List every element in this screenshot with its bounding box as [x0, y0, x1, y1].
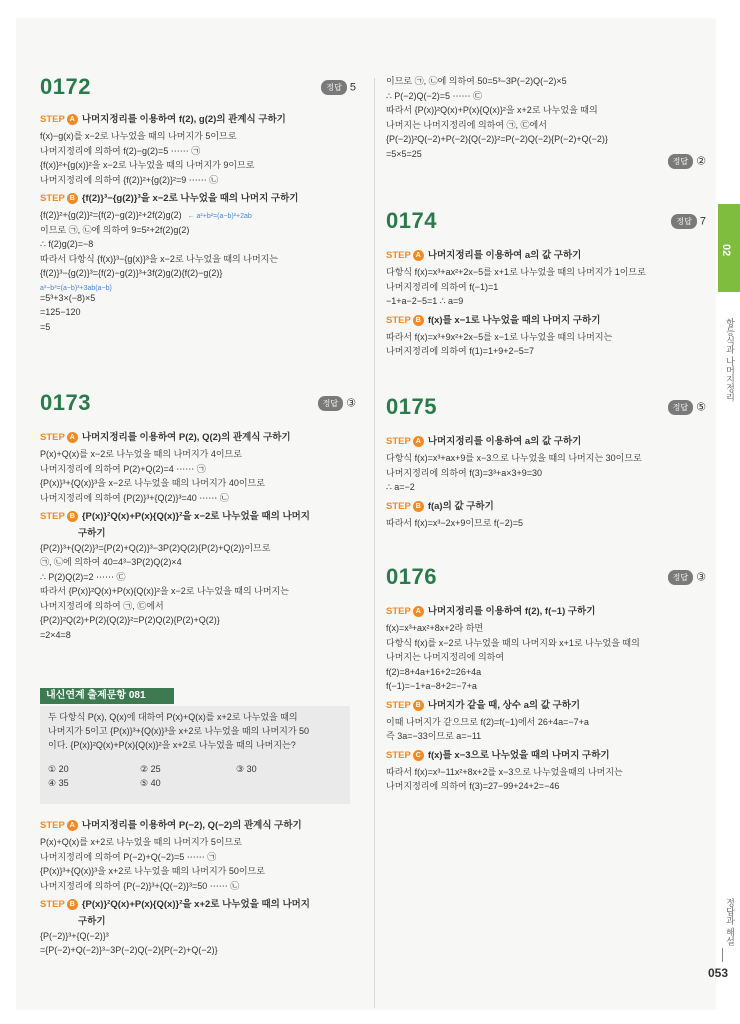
solution-line [40, 464, 206, 475]
solution-line [386, 105, 598, 116]
solution-line [40, 945, 218, 956]
step-label: STEP [386, 314, 411, 326]
solution-text: 이므로 ㉠, ㉡에 의하여 50=5³−3P(−2)Q(−2)×5 [386, 76, 567, 86]
step-title: f(x)를 x−3으로 나누었을 때의 나머지 구하기 [427, 749, 610, 761]
solution-text: 나머지정리에 의하여 {P(−2)}³+{Q(−2)}³=50 ⋯⋯ ㉡ [40, 880, 240, 891]
solution-line [40, 630, 71, 641]
answer-value: ⑤ [696, 401, 706, 414]
step-heading-continued: 구하기 [78, 528, 106, 539]
solution-text: ={P(−2)+Q(−2)}³−3P(−2)Q(−2){P(−2)+Q(−2)} [40, 945, 218, 955]
solution-text: 이때 나머지가 같으므로 f(2)=f(−1)에서 26+4a=−7+a [386, 716, 589, 727]
step-label: STEP [40, 114, 65, 126]
problem-0173-header [40, 390, 356, 422]
solution-line [40, 293, 95, 304]
answer-label [318, 396, 356, 411]
column-divider [374, 78, 375, 1008]
step-marker: B [67, 899, 78, 910]
solution-text: =5³+3×(−8)×5 [40, 292, 96, 303]
page [16, 18, 735, 1010]
answer-label [671, 214, 706, 229]
step-label: STEP [40, 511, 65, 523]
step-title: {f(2)}³−{g(2)}³을 x−2로 나누었을 때의 나머지 구하기 [81, 193, 299, 205]
solution-text: 다항식 f(x)=x³+ax+9를 x−3으로 나누었을 때의 나머지는 30이므로 [386, 453, 642, 463]
solution-line [386, 667, 481, 678]
step-heading [40, 193, 298, 204]
linked-problem-box [40, 706, 350, 804]
solution-text: 다항식 f(x)=x³+ax²+2x−5를 x+1로 나누었을 때의 나머지가 1이므로 [386, 267, 646, 277]
solution-text: 나머지정리에 의하여 f(2)−g(2)=5 ⋯⋯ ㉠ [40, 145, 201, 156]
page-number-rule [722, 948, 723, 962]
step-label: STEP [386, 250, 411, 262]
solution-text: {f(x)}²+{g(x)}²을 x−2로 나누었을 때의 나머지가 9이므로 [40, 160, 255, 170]
step-title: 나머지정리를 이용하여 a의 값 구하기 [427, 250, 582, 262]
step-title: 나머지정리를 이용하여 a의 값 구하기 [427, 436, 582, 448]
problem-text-line: 두 다항식 P(x), Q(x)에 대하여 P(x)+Q(x)를 x+2로 나누었을 때의 [48, 712, 298, 722]
step-heading-continued: 구하기 [78, 916, 106, 927]
step-label: STEP [386, 749, 411, 761]
solution-text: 나머지정리에 의하여 f(3)=27−99+24+2=−46 [386, 781, 560, 791]
step-title: 나머지정리를 이용하여 f(2), f(−1) 구하기 [427, 606, 596, 618]
solution-text: 나머지정리에 의하여 P(−2)+Q(−2)=5 ⋯⋯ ㉠ [40, 851, 217, 862]
solution-line [386, 76, 567, 87]
formula-note: a³−b³=(a−b)³+3ab(a−b) [40, 284, 112, 292]
solution-line [386, 767, 623, 778]
step-marker: A [413, 436, 424, 447]
solution-text: 따라서 {P(x)}²Q(x)+P(x){Q(x)}²을 x+2로 나누었을 때의 [386, 105, 598, 115]
solution-line [40, 449, 242, 460]
solution-text: =5×5=25 [386, 148, 422, 159]
solution-text: 따라서 {P(x)}²Q(x)+P(x){Q(x)}²을 x−2로 나누었을 때의 나머지는 [40, 586, 289, 596]
answer-tag: 정답 [668, 154, 693, 169]
step-label: STEP [40, 899, 65, 911]
step-marker: A [413, 250, 424, 261]
solution-text: {P(x)}³+{Q(x)}³을 x−2로 나누었을 때의 나머지가 40이므로 [40, 478, 265, 488]
step-heading [386, 606, 595, 617]
answer-label [668, 154, 706, 169]
solution-line [40, 543, 270, 554]
solution-text: {P(−2)}²Q(−2)+P(−2){Q(−2)}²=P(−2)Q(−2){P(−2)+Q(−2)} [386, 134, 608, 144]
answer-tag: 정답 [321, 80, 346, 95]
step-title: f(a)의 값 구하기 [427, 500, 494, 512]
answer-value: ③ [346, 397, 356, 410]
solution-line [386, 282, 498, 293]
solution-text: ∴ P(2)Q(2)=2 ⋯⋯ ㉢ [40, 571, 126, 582]
solution-line [40, 557, 182, 568]
solution-line [386, 120, 547, 131]
answer-tag: 정답 [668, 400, 693, 415]
step-heading [386, 501, 494, 512]
solution-text: 이므로 ㉠, ㉡에 의하여 9=5²+2f(2)g(2) [40, 224, 190, 235]
solution-line [386, 681, 477, 692]
step-heading [386, 750, 610, 761]
step-title: 나머지가 같을 때, 상수 a의 값 구하기 [427, 699, 581, 711]
answer-label [321, 80, 356, 95]
solution-text: 나머지정리에 의하여 f(1)=1+9+2−5=7 [386, 346, 535, 356]
solution-text: f(x)−g(x)를 x−2로 나누었을 때의 나머지가 5이므로 [40, 131, 237, 141]
step-heading [40, 114, 286, 125]
answer-value: 5 [349, 81, 356, 94]
solution-text: 나머지정리에 의하여 f(−1)=1 [386, 281, 499, 292]
solution-line [386, 652, 504, 663]
page-number: 053 [708, 966, 729, 980]
chapter-title: 항등식과 나머지정리 [725, 318, 735, 402]
solution-text: 다항식 f(x)를 x−2로 나누었을 때의 나머지와 x+1로 나누었을 때의 [386, 637, 640, 648]
solution-line [40, 586, 289, 597]
right-column [386, 18, 706, 1008]
problem-number: 0175 [386, 394, 437, 419]
solution-line [40, 160, 254, 171]
solution-text: =2×4=8 [40, 629, 71, 640]
formula-note: ← a²+b²=(a−b)²+2ab [187, 213, 252, 220]
solution-line [40, 572, 126, 583]
solution-line [386, 149, 422, 160]
solution-text: {P(2)}³+{Q(2)}³={P(2)+Q(2)}³−3P(2)Q(2){P(2)+Q(2)}이므로 [40, 542, 271, 553]
problem-0174-header [386, 208, 706, 240]
solution-line [386, 717, 589, 728]
problem-number: 0172 [40, 74, 91, 99]
solution-line [386, 518, 523, 529]
answer-value: ③ [696, 571, 706, 584]
answer-label [668, 570, 706, 585]
solution-text: {P(2)}²Q(2)+P(2){Q(2)}²=P(2)Q(2){P(2)+Q(2)} [40, 615, 220, 625]
solution-text: 나머지정리에 의하여 ㉠, ㉢에서 [40, 600, 164, 611]
answer-label [668, 400, 706, 415]
solution-text: {f(2)}²+{g(2)}²={f(2)−g(2)}²+2f(2)g(2) [40, 210, 182, 220]
solution-text: 나머지정리에 의하여 f(3)=3³+a×3+9=30 [386, 467, 543, 478]
step-marker: B [413, 501, 424, 512]
solution-text: 나머지정리에 의하여 {P(2)}³+{Q(2)}³=40 ⋯⋯ ㉡ [40, 492, 229, 503]
solution-line [40, 146, 200, 157]
solution-line [386, 296, 463, 307]
step-marker: B [67, 193, 78, 204]
step-heading [40, 432, 291, 443]
chapter-number: 02 [720, 244, 732, 257]
solution-text: {P(−2)}³+{Q(−2)}³ [40, 930, 109, 941]
step-title: 나머지정리를 이용하여 P(2), Q(2)의 관계식 구하기 [81, 432, 291, 444]
step-label: STEP [40, 193, 65, 205]
answer-value: ② [696, 155, 706, 168]
problem-text-line: 나머지가 5이고 {P(x)}³+{Q(x)}³을 x+2로 나누었을 때의 나머지가 50 [48, 726, 310, 736]
step-marker: B [67, 511, 78, 522]
solution-text: =5 [40, 321, 51, 332]
linked-problem-title: 내신연계 출제문항 081 [40, 688, 174, 704]
solution-text: 즉 3a=−33이므로 a=−11 [386, 731, 482, 741]
step-label: STEP [386, 436, 411, 448]
answer-tag: 정답 [668, 570, 693, 585]
solution-text: {P(x)}³+{Q(x)}³을 x+2로 나누었을 때의 나머지가 50이므로 [40, 866, 265, 876]
answer-value: 7 [699, 215, 706, 228]
solution-line [386, 468, 542, 479]
solution-text: P(x)+Q(x)를 x+2로 나누었을 때의 나머지가 5이므로 [40, 837, 242, 847]
solution-line [40, 254, 278, 265]
solution-text: P(x)+Q(x)를 x−2로 나누었을 때의 나머지가 4이므로 [40, 449, 242, 459]
step-marker: A [67, 432, 78, 443]
step-marker: A [67, 820, 78, 831]
step-marker: B [413, 700, 424, 711]
answer-tag: 정답 [318, 396, 343, 411]
step-heading [386, 315, 600, 326]
answer-tag: 정답 [671, 214, 696, 229]
solution-text: 나머지는 나머지정리에 의하여 [386, 652, 505, 662]
left-column [40, 18, 356, 1008]
solution-line [40, 131, 236, 142]
problem-0172-header [40, 74, 356, 106]
solution-text: f(x)=x³+ax²+8x+2라 하면 [386, 623, 484, 633]
step-title: f(x)를 x−1로 나누었을 때의 나머지 구하기 [427, 314, 601, 326]
solution-line [386, 781, 559, 792]
solution-text: ㉠, ㉡에 의하여 40=4³−3P(2)Q(2)×4 [40, 557, 182, 567]
step-marker: A [67, 114, 78, 125]
solution-line [40, 239, 93, 250]
step-title: 나머지정리를 이용하여 f(2), g(2)의 관계식 구하기 [81, 114, 286, 126]
solution-line [40, 478, 265, 489]
choice: ④ 35 [48, 778, 69, 788]
solution-text: {f(2)}³−{g(2)}³={f(2)−g(2)}³+3f(2)g(2){f(2)−g(2)} [40, 268, 223, 278]
solution-line [386, 453, 642, 464]
solution-text: ∴ f(2)g(2)=−8 [40, 239, 94, 249]
step-marker: B [413, 315, 424, 326]
solution-line [40, 881, 239, 892]
solution-line [386, 731, 481, 742]
step-heading [40, 511, 310, 522]
solution-line [386, 91, 482, 102]
choice: ③ 30 [236, 764, 257, 774]
solution-text: 따라서 f(x)=x³+9x²+2x−5를 x−1로 나누었을 때의 나머지는 [386, 331, 613, 342]
choice: ⑤ 40 [140, 778, 161, 788]
step-title: {P(x)}²Q(x)+P(x){Q(x)}²을 x+2로 나누었을 때의 나머지 [81, 899, 310, 911]
step-heading [386, 250, 581, 261]
solution-line [40, 225, 189, 236]
solution-line [40, 307, 81, 318]
solution-line [40, 322, 50, 333]
step-marker: C [413, 750, 424, 761]
solution-line [386, 332, 612, 343]
solution-line [386, 482, 415, 493]
solution-text: 따라서 다항식 {f(x)}³−{g(x)}³을 x−2로 나누었을 때의 나머지는 [40, 253, 279, 264]
solution-text: 나머지정리에 의하여 P(2)+Q(2)=4 ⋯⋯ ㉠ [40, 463, 206, 474]
solution-text: f(−1)=−1+a−8+2=−7+a [386, 681, 477, 691]
solution-line [40, 175, 218, 186]
solution-text: 나머지정리에 의하여 {f(2)}²+{g(2)}²=9 ⋯⋯ ㉡ [40, 174, 219, 185]
step-label: STEP [386, 606, 411, 618]
step-title: {P(x)}²Q(x)+P(x){Q(x)}²을 x−2로 나누었을 때의 나머지 [81, 511, 310, 523]
solution-line [386, 134, 608, 145]
solution-line [40, 837, 242, 848]
solution-text: ∴ a=−2 [386, 482, 415, 492]
solution-line [386, 623, 483, 634]
step-label: STEP [386, 500, 411, 512]
problem-number: 0174 [386, 208, 437, 233]
solution-text: 따라서 f(x)=x³−11x²+8x+2를 x−3으로 나누었을때의 나머지는 [386, 766, 623, 777]
solution-line [40, 931, 109, 942]
step-title: 나머지정리를 이용하여 P(−2), Q(−2)의 관계식 구하기 [81, 820, 302, 832]
step-label: STEP [40, 820, 65, 832]
solution-line [40, 601, 164, 612]
step-label: STEP [386, 699, 411, 711]
problem-number: 0173 [40, 390, 91, 415]
problem-0176-header [386, 564, 706, 596]
solution-text: 나머지는 나머지정리에 의하여 ㉠, ㉢에서 [386, 119, 547, 130]
solution-line [386, 638, 640, 649]
step-heading [40, 820, 302, 831]
problem-number: 0176 [386, 564, 437, 589]
solution-line [386, 346, 534, 357]
solution-line [40, 866, 265, 877]
step-heading [40, 899, 310, 910]
solution-text: 따라서 f(x)=x³−2x+9이므로 f(−2)=5 [386, 517, 523, 528]
problem-0175-header [386, 394, 706, 426]
section-label: 정답과 해설 [725, 898, 735, 946]
solution-text: f(2)=8+4a+16+2=26+4a [386, 666, 482, 677]
step-marker: A [413, 606, 424, 617]
solution-line [40, 210, 252, 222]
solution-line [40, 615, 220, 626]
choice: ② 25 [140, 764, 161, 774]
solution-line [40, 268, 222, 279]
choice: ① 20 [48, 764, 69, 774]
step-heading [386, 700, 580, 711]
solution-text: −1+a−2−5=1 ∴ a=9 [386, 296, 464, 306]
step-label: STEP [40, 432, 65, 444]
solution-text: ∴ P(−2)Q(−2)=5 ⋯⋯ ㉢ [386, 90, 483, 101]
step-heading [386, 436, 581, 447]
solution-line [386, 267, 646, 278]
solution-text: =125−120 [40, 307, 81, 317]
solution-line [40, 852, 216, 863]
problem-text-line: 이다. {P(x)}²Q(x)+P(x){Q(x)}²을 x+2로 나누었을 때의 나머지는? [48, 740, 296, 750]
solution-line [40, 493, 229, 504]
